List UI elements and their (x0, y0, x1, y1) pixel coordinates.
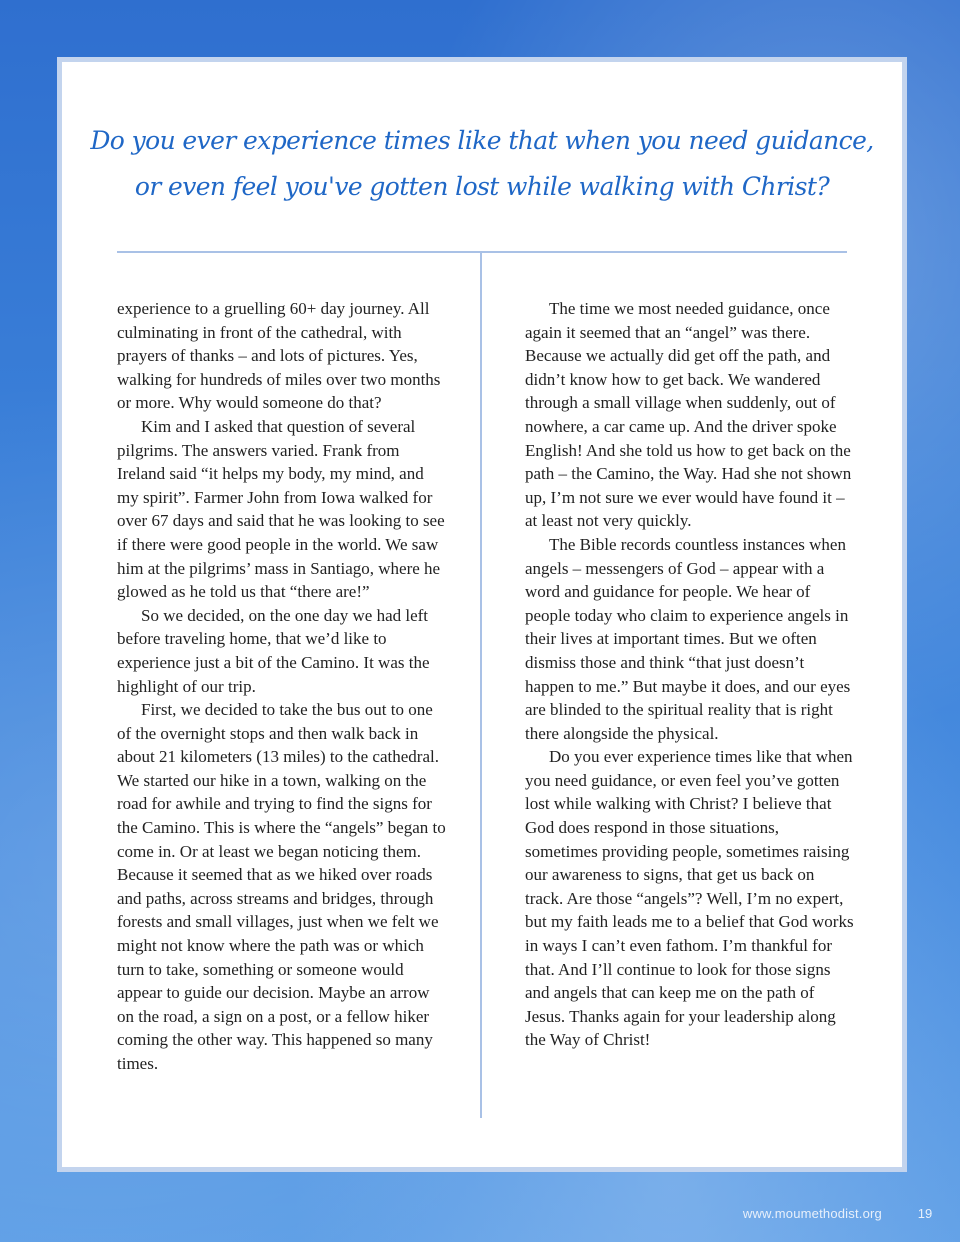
pull-quote (62, 118, 902, 210)
paragraph: The Bible records countless instances when angels – messengers of God – appear with a word and guidance for people. We hear of people today who claim to experience angels in their lives at important times. But we often dismiss those and think “that just doesn’t happen to me.” But maybe it does, and our eyes are blinded to the spiritual reality that is right there alongside the physical. (525, 534, 851, 743)
footer-website-url: www.moumethodist.org (742, 1206, 882, 1221)
paragraph: experience to a gruelling 60+ day journey. All culminating in front of the cathedral, with prayers of thanks – and lots of pictures. Yes, walking for hundreds of miles over two months or more. Why would someone do that? (117, 299, 441, 413)
horizontal-divider (117, 251, 847, 253)
pull-quote-line-2: or even feel you've gotten lost while walking with Christ? (134, 172, 830, 201)
paragraph: First, we decided to take the bus out to one of the overnight stops and then walk back in about 21 kilometers (13 miles) to the cathedral. We started our hike in a town, walking on the road for awhile and trying to find the signs for the Camino. This is where the “angels” began to come in. Or at least we began noticing them. Because it seemed that as we hiked over roads and paths, across streams and bridges, through forests and small villages, just when we felt we might not know where the path was or which turn to take, something or someone would appear to guide our decision. Maybe an arrow on the road, a sign on a post, or a fellow hiker coming the other way. This happened so many times. (117, 700, 446, 1073)
column-divider (480, 253, 482, 1118)
paragraph: The time we most needed guidance, once again it seemed that an “angel” was there. Because we actually did get off the path, and didn’t know how to get back. We wandered through a small village when suddenly, out of nowhere, a car came up. And the driver spoke English! And she told us how to get back on the path – the Camino, the Way. Had she not shown up, I’m not sure we ever would have found it – at least not very quickly. (525, 299, 852, 531)
article-left-column (117, 297, 447, 1076)
pull-quote-line-1: Do you ever experience times like that when you need guidance, (90, 126, 874, 155)
article-right-column (525, 297, 855, 1052)
paragraph: Kim and I asked that question of several pilgrims. The answers varied. Frank from Ireland said “it helps my body, my mind, and my spirit”. Farmer John from Iowa walked for over 67 days and said that he was looking to see if there were good people in the world. We saw him at the pilgrims’ mass in Santiago, where he glowed as he told us that “there are!” (117, 416, 445, 602)
paragraph: So we decided, on the one day we had left before traveling home, that we’d like to experience just a bit of the Camino. It was the highlight of our trip. (117, 605, 430, 696)
paragraph: Do you ever experience times like that when you need guidance, or even feel you’ve gotten lost while walking with Christ? I believe that God does respond in those situations, sometimes providing people, sometimes raising our awareness to signs, that get us back on track. Are those “angels”? Well, I’m no expert, but my faith leads me to a belief that God works in ways I can’t even fathom. I’m thankful for that. And I’ll continue to look for those signs and angels that can keep me on the path of Jesus. Thanks again for your leadership along the Way of Christ! (525, 747, 854, 1050)
page-number: 19 (917, 1206, 933, 1221)
